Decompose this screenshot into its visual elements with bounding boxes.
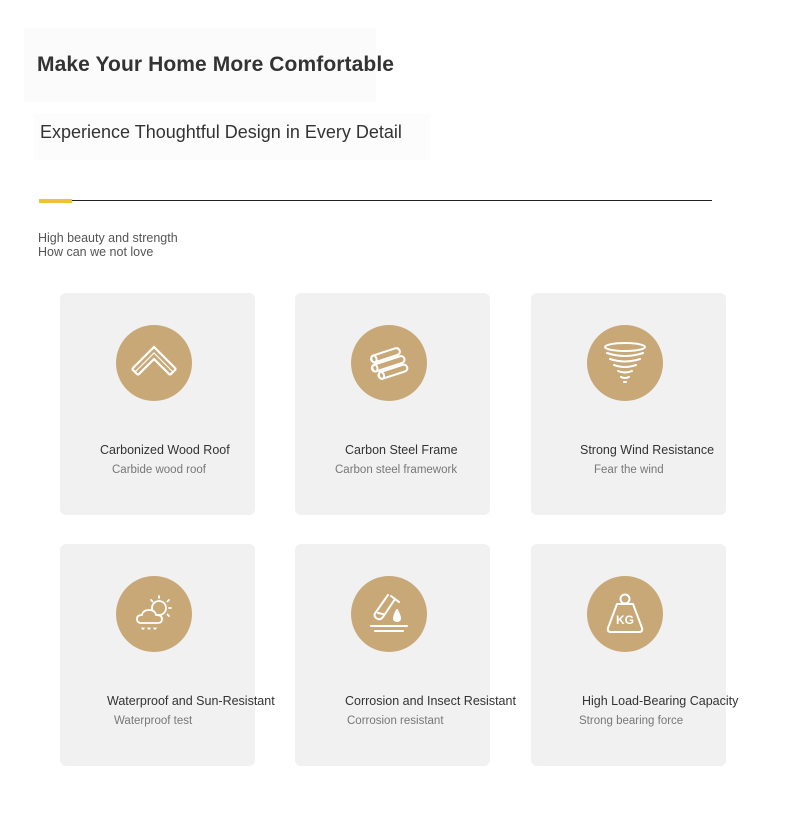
feature-card-waterproof xyxy=(60,544,275,766)
feature-subtitle: Waterproof test xyxy=(114,715,193,727)
feature-card-load-bearing xyxy=(531,544,739,766)
feature-title: Carbon Steel Frame xyxy=(345,443,458,457)
feature-card-wood-roof xyxy=(60,293,255,515)
feature-subtitle: Corrosion resistant xyxy=(347,715,444,727)
feature-subtitle: Strong bearing force xyxy=(579,715,684,727)
tagline xyxy=(38,231,178,259)
page-subtitle: Experience Thoughtful Design in Every Detail xyxy=(40,122,402,142)
page-title: Make Your Home More Comfortable xyxy=(37,53,395,76)
kg-weight-icon xyxy=(587,576,663,652)
tagline-line-1: High beauty and strength xyxy=(38,231,178,245)
feature-subtitle: Carbon steel framework xyxy=(335,464,458,476)
sun-cloud-rain-icon xyxy=(116,576,192,652)
kg-label: KG xyxy=(616,613,634,627)
feature-title: Corrosion and Insect Resistant xyxy=(345,694,516,708)
feature-title: Carbonized Wood Roof xyxy=(100,443,230,457)
feature-title: Strong Wind Resistance xyxy=(580,443,715,457)
feature-title: High Load-Bearing Capacity xyxy=(582,694,739,708)
feature-card-steel-frame xyxy=(295,293,490,515)
tagline-line-2: How can we not love xyxy=(38,245,154,259)
feature-card-wind xyxy=(531,293,726,515)
feature-card-corrosion xyxy=(295,544,516,766)
accent-bar xyxy=(39,199,72,203)
feature-title: Waterproof and Sun-Resistant xyxy=(107,694,275,708)
steel-pipes-icon xyxy=(351,325,427,401)
tornado-icon xyxy=(587,325,663,401)
test-tube-icon xyxy=(351,576,427,652)
wood-roof-icon xyxy=(116,325,192,401)
divider-line xyxy=(72,200,712,201)
feature-subtitle: Fear the wind xyxy=(594,464,664,476)
feature-subtitle: Carbide wood roof xyxy=(112,464,206,476)
